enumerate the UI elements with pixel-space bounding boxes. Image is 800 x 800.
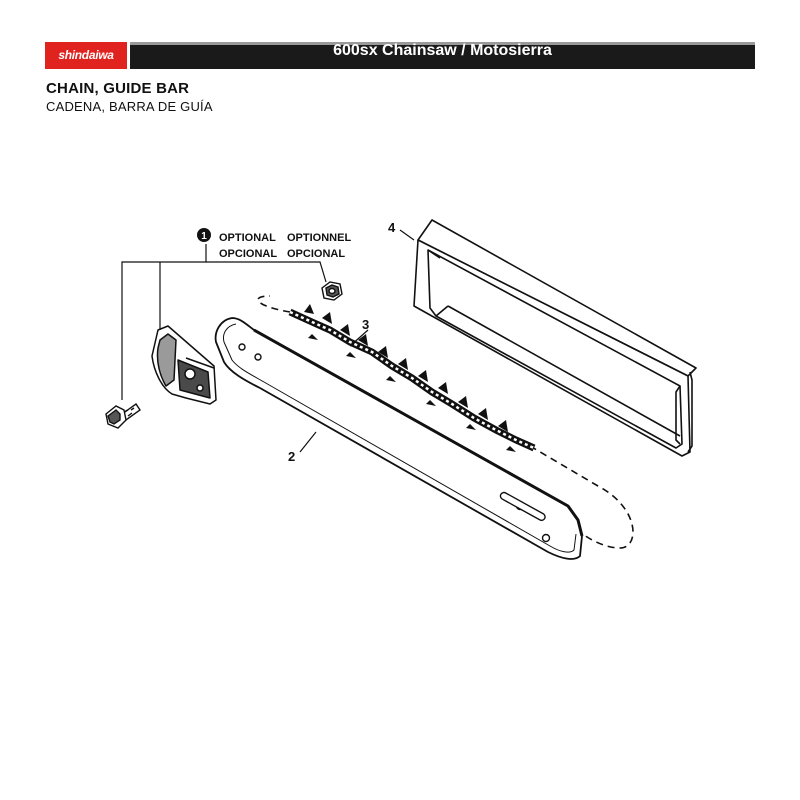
callout-3-number: 3 xyxy=(362,317,370,332)
section-title: CHAIN, GUIDE BAR xyxy=(46,80,190,97)
callout-4-number: 4 xyxy=(388,220,396,235)
callout-2-number: 2 xyxy=(288,449,296,464)
sprocket-adapter xyxy=(152,326,216,404)
bar-nut xyxy=(322,282,342,300)
bar-scabbard xyxy=(414,220,696,456)
bar-bolt xyxy=(106,404,140,428)
optional-label-es2: OPCIONAL xyxy=(287,248,346,260)
section-subtitle: CADENA, BARRA DE GUÍA xyxy=(46,99,213,114)
callout-1-number: 1 xyxy=(201,231,207,242)
optional-label-es: OPCIONAL xyxy=(219,248,278,260)
optional-label-en: OPTIONAL xyxy=(219,232,276,244)
page-title: 600sx Chainsaw / Motosierra xyxy=(333,42,552,59)
optional-label-fr: OPTIONNEL xyxy=(287,232,352,244)
shindaiwa-logo: shindaiwa xyxy=(45,42,127,69)
